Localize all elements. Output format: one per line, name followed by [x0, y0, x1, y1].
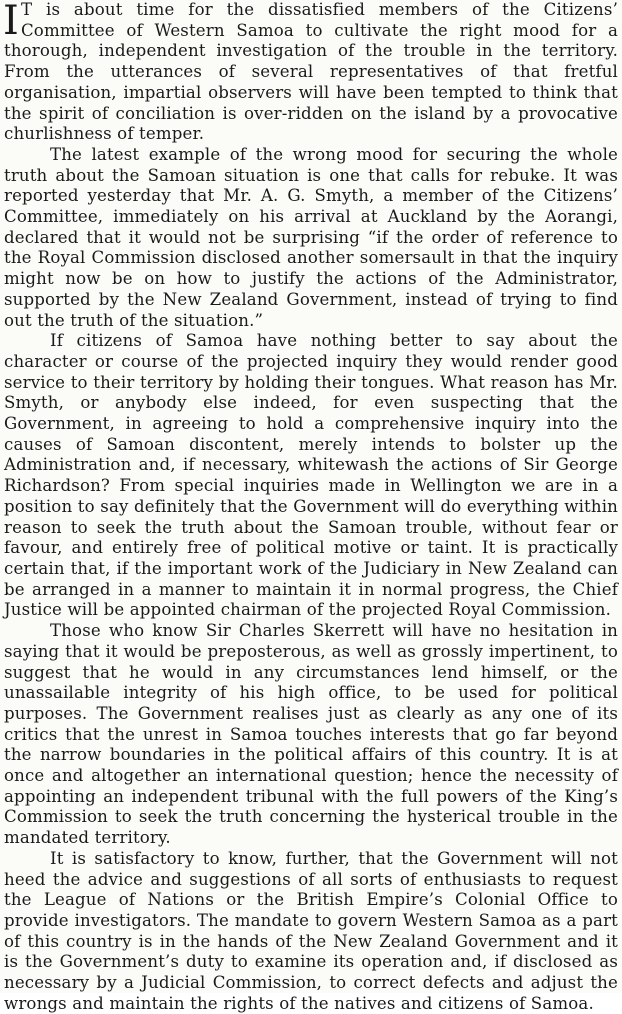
article-paragraph-2: The latest example of the wrong mood for securing the whole truth about the Samoan situation is one that calls for rebuke. It was reported yesterday that Mr. A. G. Smyth, a member of the Citizens’ Committee, immediately on his arrival at Auckland by the Aorangi, declared that it would not be surprising “if the order of reference to the Royal Commission disclosed another somersault in that the inquiry might now be on how to justify the actions of the Administrator, supported by the New Zealand Government, instead of trying to find out the truth of the situation.” [4, 144, 618, 330]
article-paragraph-1 [4, 0, 618, 145]
article-paragraph-4: Those who know Sir Charles Skerrett will have no hesitation in saying that it would be preposterous, as well as grossly impertinent, to suggest that he would in any circumstances lend himself, or the unassailable integrity of his high office, to be used for political purposes. The Government realises just as clearly as any one of its critics that the unrest in Samoa touches interests that go far beyond the narrow boundaries in the political affairs of this country. It is at once and altogether an international question; hence the necessity of appointing an independent tribunal with the full powers of the King’s Commission to seek the truth concerning the hysterical trouble in the mandated territory. [4, 621, 618, 848]
paragraph-text: T is about time for the dissatisfied members of the Citizens’ Committee of Western Samoa to cultivate the right mood for a thorough, independent investigation of the trouble in the territory. From the utterances of several representatives of that fretful organisation, impartial observers will have been tempted to think that the spirit of conciliation is over-ridden on the island by a provocative churlishness of temper. [4, 0, 618, 144]
drop-cap: I [3, 0, 19, 44]
article-paragraph-5: It is satisfactory to know, further, that the Government will not heed the advice and suggestions of all sorts of enthusiasts to request the League of Nations or the British Empire’s Colonial Office to provide investigators. The mandate to govern Western Samoa as a part of this country is in the hands of the New Zealand Government and it is the Government’s duty to examine its operation and, if disclosed as necessary by a Judicial Commission, to correct defects and adjust the wrongs and maintain the rights of the natives and citizens of Samoa. [4, 848, 618, 1013]
article-paragraph-3: If citizens of Samoa have nothing better to say about the character or course of the projected inquiry they would render good service to their territory by holding their tongues. What reason has Mr. Smyth, or anybody else indeed, for even suspecting that the Government, in agreeing to hold a comprehensive inquiry into the causes of Samoan discontent, merely intends to bolster up the Administration and, if necessary, whitewash the actions of Sir George Richardson? From special inquiries made in Wellington we are in a position to say definitely that the Government will do everything within reason to seek the truth about the Samoan trouble, without fear or favour, and entirely free of political motive or taint. It is practically certain that, if the important work of the Judiciary in New Zealand can be arranged in a manner to maintain it in normal progress, the Chief Justice will be appointed chairman of the projected Royal Commission. [4, 331, 618, 620]
